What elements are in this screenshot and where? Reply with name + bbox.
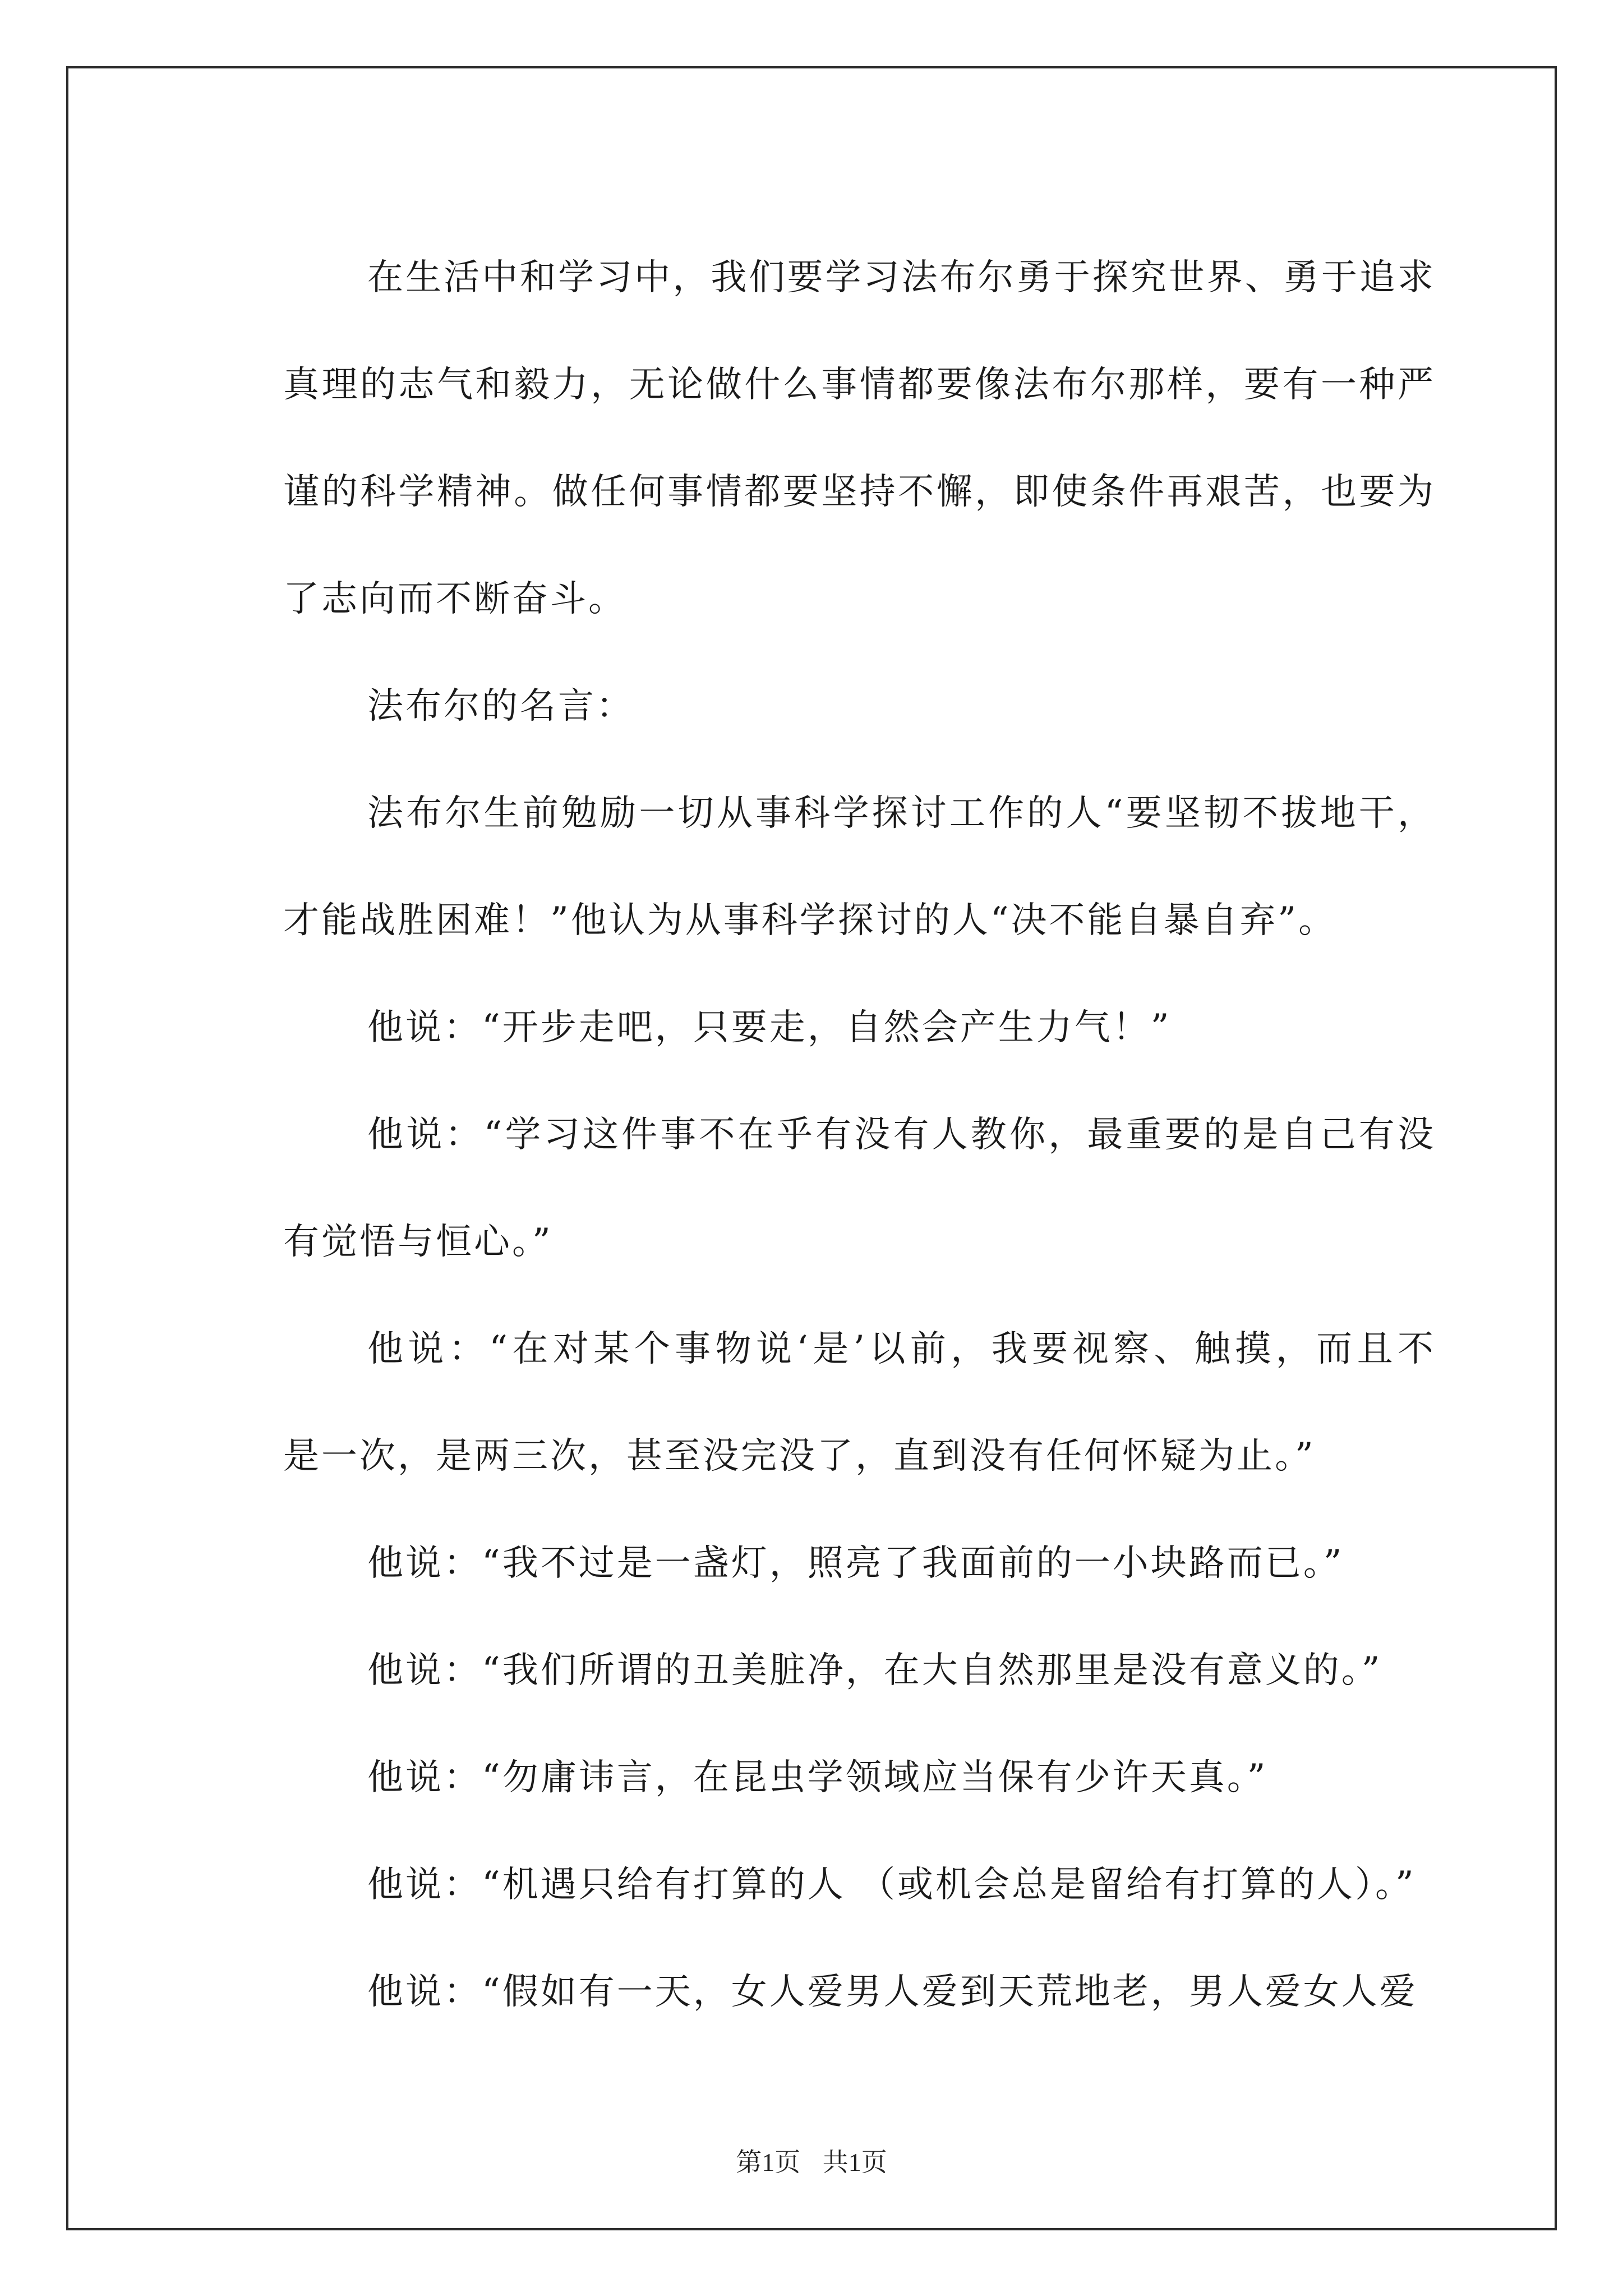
- text-line: 他说：“我们所谓的丑美脏净，在大自然那里是没有意义的。”: [367, 1650, 1382, 1691]
- text-line: 是一次，是两三次，甚至没完没了，直到没有任何怀疑为止。”: [283, 1435, 1316, 1477]
- page-footer: [0, 2142, 1623, 2179]
- paragraph: [199, 1082, 1436, 1296]
- document-body: [199, 224, 1436, 2046]
- paragraph: [199, 1617, 1436, 1724]
- paragraph: [199, 1296, 1436, 1510]
- text-line: 谨的科学精神。做任何事情都要坚持不懈，即使条件再艰苦，也要为: [283, 471, 1436, 513]
- text-line: 他说：“学习这件事不在乎有没有人教你，最重要的是自己有没: [367, 1114, 1436, 1156]
- text-line: 他说：“机遇只给有打算的人 （或机会总是留给有打算的人）。”: [367, 1864, 1416, 1906]
- page-number-label: 第1页: [736, 2148, 801, 2177]
- text-line: 真理的志气和毅力，无论做什么事情都要像法布尔那样，要有一种严: [283, 364, 1436, 406]
- paragraph: [199, 1832, 1436, 1939]
- paragraph: [199, 224, 1436, 653]
- text-line: 有觉悟与恒心。”: [283, 1221, 553, 1263]
- paragraph: [199, 1724, 1436, 1832]
- paragraph: [199, 1510, 1436, 1617]
- total-pages-label: 共1页: [822, 2148, 887, 2177]
- text-line: 他说：“勿庸讳言，在昆虫学领域应当保有少许天真。”: [367, 1757, 1268, 1798]
- paragraph: [199, 974, 1436, 1082]
- text-line: 他说：“开步走吧，只要走，自然会产生力气！”: [367, 1007, 1172, 1048]
- text-line: 才能战胜困难！”他认为从事科学探讨的人“决不能自暴自弃”。: [283, 900, 1337, 941]
- text-line: 法布尔的名言：: [367, 685, 634, 727]
- text-line: 了志向而不断奋斗。: [283, 578, 626, 620]
- paragraph: [199, 653, 1436, 760]
- text-line: 他说：“我不过是一盏灯，照亮了我面前的一小块路而已。”: [367, 1543, 1344, 1584]
- text-line: 在生活中和学习中，我们要学习法布尔勇于探究世界、勇于追求: [367, 257, 1436, 298]
- text-line: 他说：“在对某个事物说‘是’以前，我要视察、触摸，而且不: [367, 1328, 1436, 1370]
- text-line: 他说：“假如有一天，女人爱男人爱到天荒地老，男人爱女人爱: [367, 1971, 1418, 2013]
- text-line: 法布尔生前勉励一切从事科学探讨工作的人“要坚韧不拔地干，: [367, 793, 1436, 834]
- paragraph: [199, 1939, 1436, 2046]
- paragraph: [199, 760, 1436, 974]
